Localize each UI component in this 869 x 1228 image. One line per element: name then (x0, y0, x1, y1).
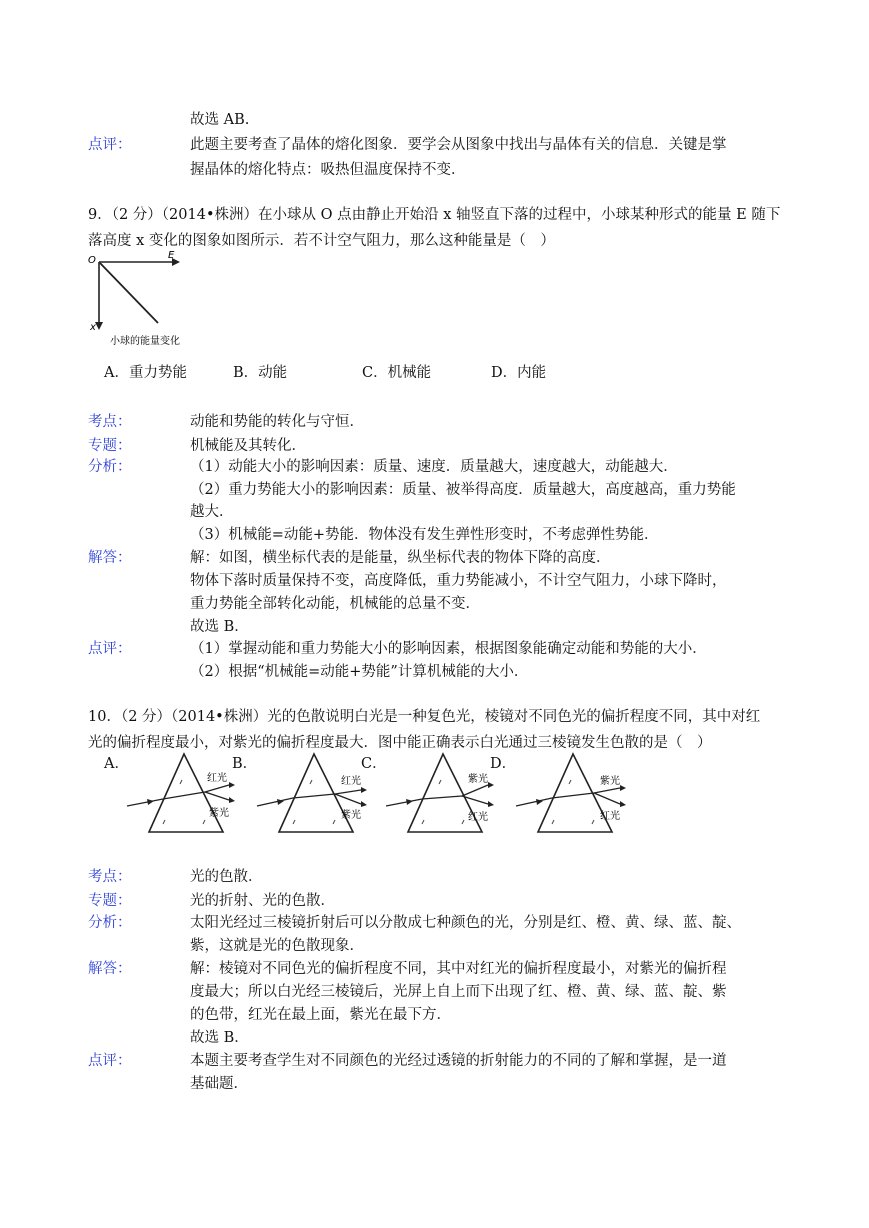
prev-comment-line: 此题主要考查了晶体的熔化图象．要学会从图象中找出与晶体有关的信息．关键是掌 (190, 137, 727, 153)
q10-prism-d (514, 752, 639, 842)
prism-a-bottom-label: 紫光 (209, 808, 229, 819)
prism-b-top-label: 红光 (341, 776, 361, 787)
q10-jieda-line: 故选 B． (190, 1030, 249, 1046)
q10-option-d-letter: D． (490, 756, 517, 772)
q10-fenxi-line: 太阳光经过三棱镜折射后可以分散成七种颜色的光，分别是红、橙、黄、绿、蓝、靛、 (190, 915, 741, 931)
q9-jieda-line: 解：如图，横坐标代表的是能量，纵坐标代表的物体下降的高度． (190, 550, 611, 566)
q9-dianping-label: 点评： (88, 641, 132, 657)
prev-comment-label: 点评： (88, 137, 132, 153)
prism-c-top-label: 紫光 (468, 774, 488, 785)
q10-option-c-letter: C． (361, 756, 387, 772)
q10-jieda-line: 度最大；所以白光经三棱镜后，光屏上自上而下出现了红、橙、黄、绿、蓝、靛、紫 (190, 984, 727, 1000)
q10-dianping-line: 基础题． (190, 1076, 248, 1092)
q10-zhuanti: 光的折射、光的色散． (190, 893, 335, 909)
q10-fenxi-label: 分析： (88, 915, 132, 931)
q10-jieda-line: 的色带，红光在最上面，紫光在最下方． (190, 1007, 451, 1023)
prev-comment-line: 握晶体的熔化特点：吸热但温度保持不变． (190, 162, 466, 178)
prism-a-top-label: 红光 (207, 773, 227, 784)
q9-jieda-line: 物体下落时质量保持不变，高度降低，重力势能减小，不计空气阻力，小球下降时， (190, 573, 727, 589)
q10-stem-line: 光的偏折程度最小，对紫光的偏折程度最大．图中能正确表示白光通过三棱镜发生色散的是（ ） (88, 735, 712, 751)
prism-b-bottom-label: 紫光 (341, 810, 361, 821)
q10-dianping-line: 本题主要考查学生对不同颜色的光经过透镜的折射能力的不同的了解和掌握，是一道 (190, 1053, 727, 1069)
q10-kaodian-label: 考点： (88, 869, 132, 885)
prev-answer: 故选 AB. (190, 112, 250, 128)
graph-x-axis-label: E (168, 250, 175, 261)
q9-jieda-line: 重力势能全部转化动能，机械能的总量不变． (190, 596, 480, 612)
q10-zhuanti-label: 专题： (88, 893, 132, 909)
q9-dianping-line: （1）掌握动能和重力势能大小的影响因素，根据图象能确定动能和势能的大小． (190, 641, 707, 657)
q9-zhuanti-label: 专题： (88, 438, 132, 454)
q9-fenxi-line: 越大． (190, 504, 234, 520)
q9-zhuanti: 机械能及其转化． (190, 438, 306, 454)
q9-fenxi-label: 分析： (88, 459, 132, 475)
graph-origin-label: O (88, 255, 96, 266)
q10-kaodian: 光的色散． (190, 869, 263, 885)
q10-dianping-label: 点评： (88, 1053, 132, 1069)
q9-option-a: A．重力势能 (104, 365, 187, 381)
q9-stem-line: 9．（2 分）（2014•株洲）在小球从 O 点由静止开始沿 x 轴竖直下落的过程中，小球某种形式的能量 E 随下 (88, 207, 781, 223)
graph-y-axis-label: x (90, 322, 96, 333)
q9-fenxi-line: （2）重力势能大小的影响因素：质量、被举得高度．质量越大，高度越高，重力势能 (190, 482, 736, 498)
q10-fenxi-line: 紫，这就是光的色散现象． (190, 938, 364, 954)
q10-jieda-line: 解：棱镜对不同色光的偏折程度不同，其中对红光的偏折程度最小，对紫光的偏折程 (190, 961, 727, 977)
q9-dianping-line: （2）根据“机械能=动能+势能”计算机械能的大小． (190, 664, 529, 680)
prism-d-bottom-label: 红光 (600, 811, 620, 822)
q9-jieda-line: 故选 B． (190, 619, 249, 635)
q9-option-c: C．机械能 (362, 365, 432, 381)
q9-kaodian-label: 考点： (88, 414, 132, 430)
q9-option-b: B．动能 (233, 365, 288, 381)
q10-jieda-label: 解答： (88, 961, 132, 977)
prism-c-bottom-label: 红光 (468, 812, 488, 823)
prism-d-top-label: 紫光 (600, 776, 620, 787)
q10-stem-line: 10．（2 分）（2014•株洲）光的色散说明白光是一种复色光，棱镜对不同色光的偏折程度不同，其中对红 (88, 709, 761, 725)
q9-fenxi-line: （1）动能大小的影响因素：质量、速度．质量越大，速度越大，动能越大． (190, 459, 678, 475)
q9-fenxi-line: （3）机械能=动能+势能．物体没有发生弹性形变时，不考虑弹性势能． (190, 527, 659, 543)
q9-option-d: D．内能 (491, 365, 547, 381)
q9-jieda-label: 解答： (88, 550, 132, 566)
graph-caption: 小球的能量变化 (110, 336, 180, 347)
q10-option-a-letter: A． (104, 756, 129, 772)
q9-kaodian: 动能和势能的转化与守恒． (190, 414, 364, 430)
q9-energy-graph (86, 250, 196, 350)
q9-stem-line: 落高度 x 变化的图象如图所示．若不计空气阻力，那么这种能量是（ ） (88, 233, 555, 249)
q10-option-b-letter: B． (232, 756, 258, 772)
